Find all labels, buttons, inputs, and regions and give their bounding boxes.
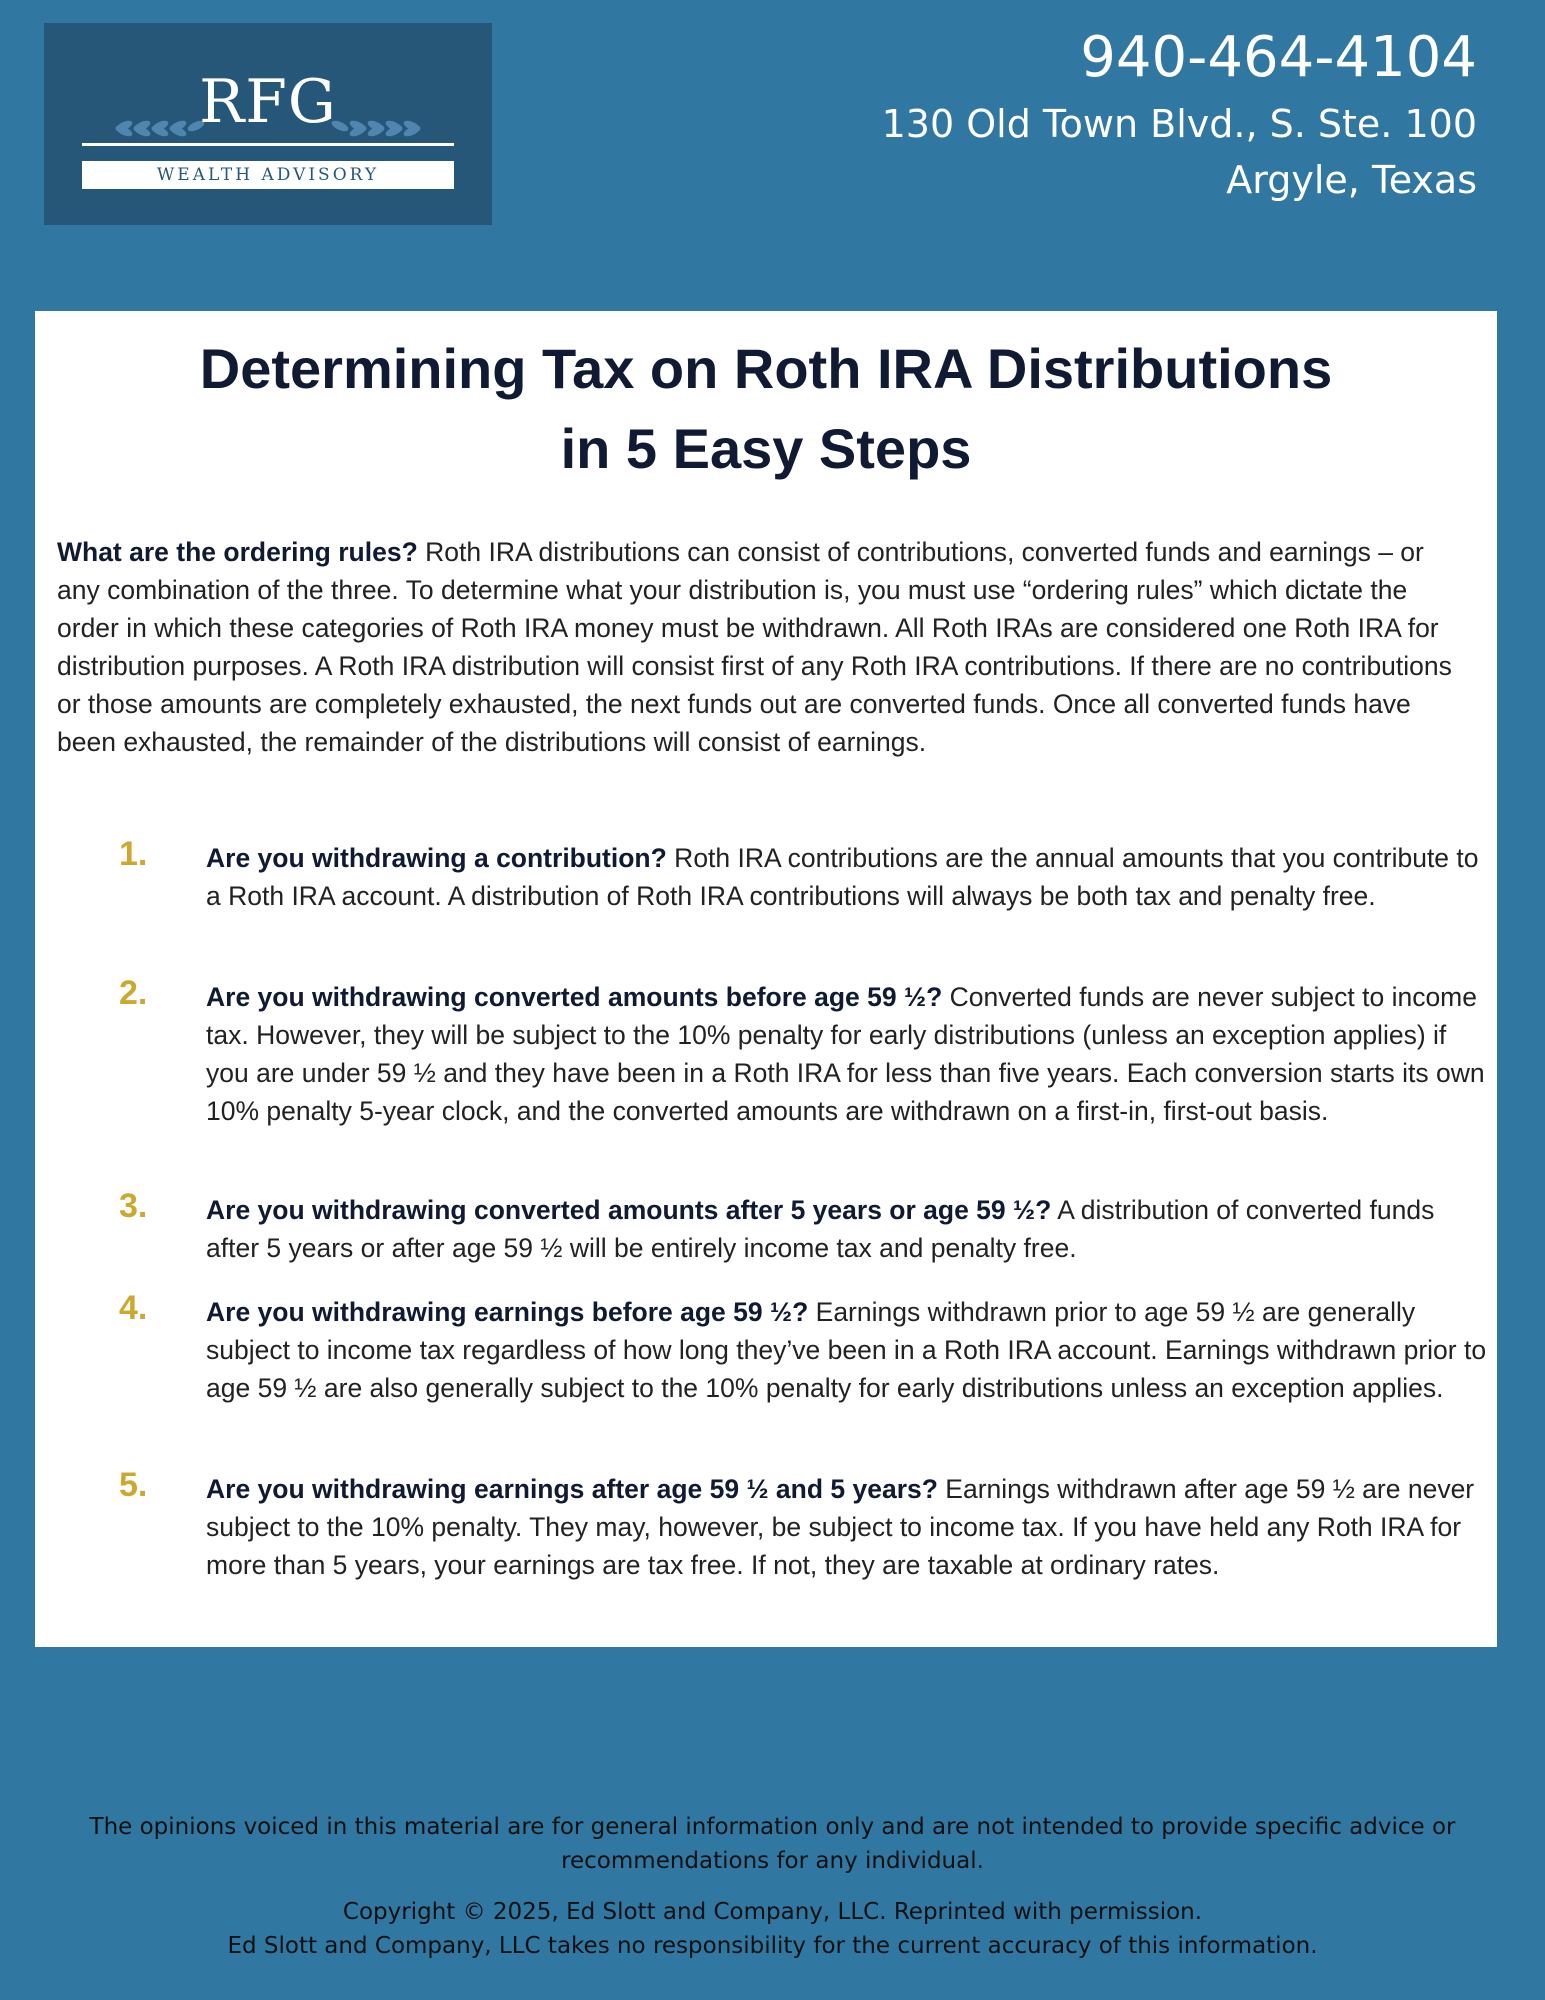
step-text: Converted funds are never subject to income tax. However, they will be subject to the 10% penalty for early distributions (unless an exception applies) if you are under 59 ½ and they have been in a Roth IRA for less than five years. Each conversion starts its own 10% penalty 5-year clock, and the converted amounts are withdrawn on a first-in, first-out basis. [206,982,1485,1126]
copyright-notice [20,1895,1525,1963]
title-line-2: in 5 Easy Steps [560,417,972,480]
disclaimer: The opinions voiced in this material are for general information only and are not intended to provide specific advice or recommendations for any individual. [89,1814,1456,1874]
phone-number: 940-464-4104 [1080,25,1477,90]
title-line-1: Determining Tax on Roth IRA Distributions [199,337,1333,400]
step-text: Roth IRA contributions are the annual amounts that you contribute to a Roth IRA account. A distribution of Roth IRA contributions will always be both tax and penalty free. [206,843,1479,911]
address-line-2: Argyle, Texas [1226,158,1477,202]
intro-heading: What are the ordering rules? [57,537,418,567]
step-item [206,1470,1489,1584]
step-heading: Are you withdrawing a contribution? [206,843,667,873]
intro-text: Roth IRA distributions can consist of contributions, converted funds and earnings – or any combination of the three. To determine what your distribution is, you must use “ordering rules” which dictate the order in which these categories of Roth IRA money must be withdrawn. All Roth IRAs are considered one Roth IRA for distribution purposes. A Roth IRA distribution will consist first of any Roth IRA contributions. If there are no contributions or those amounts are completely exhausted, the next funds out are converted funds. Once all converted funds have been exhausted, the remainder of the distributions will consist of earnings. [57,537,1452,757]
step-number: 2. [119,974,148,1012]
step-text: Earnings withdrawn after age 59 ½ are never subject to the 10% penalty. They may, however, be subject to income tax. If you have held any Roth IRA for more than 5 years, your earnings are tax free. If not, they are taxable at ordinary rates. [206,1474,1475,1580]
step-heading: Are you withdrawing earnings after age 59 ½ and 5 years? [206,1474,938,1504]
step-text: A distribution of converted funds after 5 years or after age 59 ½ will be entirely income tax and penalty free. [206,1195,1435,1263]
intro-paragraph [57,533,1457,761]
logo-divider [82,143,454,146]
step-number: 3. [119,1187,148,1225]
step-number: 4. [119,1289,148,1327]
step-heading: Are you withdrawing converted amounts after 5 years or age 59 ½? [206,1195,1052,1225]
logo-name: RFG [199,67,337,137]
step-number: 1. [119,835,148,873]
document-title [35,329,1497,489]
step-text: Earnings withdrawn prior to age 59 ½ are generally subject to income tax regardless of how long they’ve been in a Roth IRA account. Earnings withdrawn prior to age 59 ½ are also generally subject to the 10% penalty for early distributions unless an exception applies. [206,1297,1487,1403]
copyright-line-1: Copyright © 2025, Ed Slott and Company, LLC. Reprinted with permission. [342,1899,1203,1925]
logo-subtitle: WEALTH ADVISORY [82,161,454,189]
address-line-1: 130 Old Town Blvd., S. Ste. 100 [881,102,1477,146]
step-number: 5. [119,1466,148,1504]
copyright-line-2: Ed Slott and Company, LLC takes no responsibility for the current accuracy of this information. [227,1933,1318,1959]
contact-info [882,20,1477,208]
step-item [206,1191,1489,1267]
step-item [206,978,1489,1130]
content-card [35,311,1497,1647]
step-item [206,839,1489,915]
step-heading: Are you withdrawing converted amounts before age 59 ½? [206,982,943,1012]
step-item [206,1293,1489,1407]
company-logo [44,23,492,225]
step-heading: Are you withdrawing earnings before age 59 ½? [206,1297,809,1327]
